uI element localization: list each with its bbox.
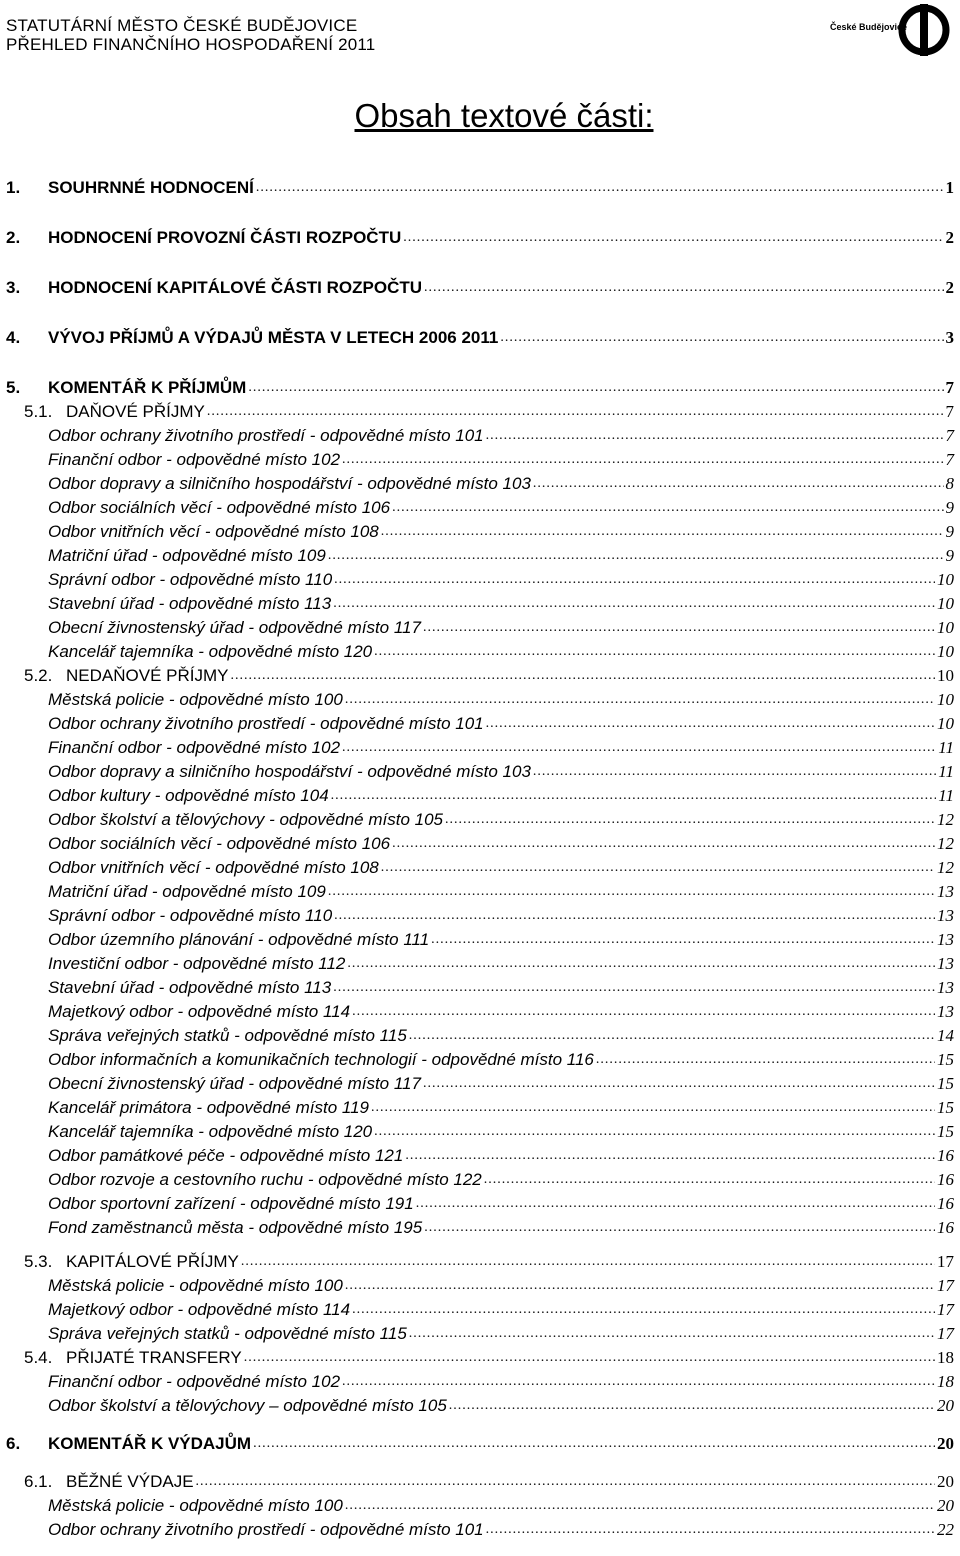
city-emblem-icon: [898, 4, 950, 56]
toc-entry-title: Kancelář primátora - odpovědné místo 119: [48, 1098, 369, 1117]
toc-entry-title: HODNOCENÍ KAPITÁLOVÉ ČÁSTI ROZPOČTU: [48, 278, 423, 297]
toc-entry-title: Odbor sportovní zařízení - odpovědné místo 191: [48, 1194, 414, 1213]
toc-leader-dots: [409, 1326, 935, 1342]
toc-entry-title: Odbor školství a tělovýchovy - odpovědné místo 105: [48, 810, 443, 829]
toc-entry-title: KOMENTÁŘ K PŘÍJMŮM: [48, 378, 247, 397]
toc-entry[interactable]: [0, 566, 960, 590]
toc-entry[interactable]: [0, 1046, 960, 1070]
toc-entry-page: 20: [937, 1396, 954, 1415]
header-report-title: PŘEHLED FINANČNÍHO HOSPODAŘENÍ 2011: [6, 35, 376, 54]
toc-entry[interactable]: [0, 710, 960, 734]
toc-entry-title: Investiční odbor - odpovědné místo 112: [48, 954, 346, 973]
toc-entry[interactable]: [0, 1272, 960, 1296]
toc-entry-title: Finanční odbor - odpovědné místo 102: [48, 1372, 341, 1391]
toc-entry-page: 12: [937, 810, 954, 829]
page-header: [6, 16, 954, 56]
toc-leader-dots: [342, 740, 936, 756]
toc-entry-title: Majetkový odbor - odpovědné místo 114: [48, 1300, 351, 1319]
toc-entry-title: SOUHRNNÉ HODNOCENÍ: [48, 178, 254, 197]
toc-entry-page: 11: [938, 738, 954, 757]
toc-entry-number: 5.1.: [24, 402, 53, 421]
toc-entry-page: 11: [938, 762, 954, 781]
toc-entry-title: Správní odbor - odpovědné místo 110: [48, 570, 333, 589]
toc-entry[interactable]: [0, 518, 960, 542]
toc-leader-dots: [424, 280, 943, 296]
toc-entry-title: Odbor vnitřních věcí - odpovědné místo 108: [48, 522, 379, 541]
toc-entry[interactable]: [0, 1142, 960, 1166]
toc-entry[interactable]: [0, 662, 960, 686]
toc-leader-dots: [533, 764, 936, 780]
toc-leader-dots: [486, 716, 935, 732]
toc-entry[interactable]: [0, 542, 960, 566]
toc-entry-title: Stavební úřad - odpovědné místo 113: [48, 978, 332, 997]
toc-entry-number: 6.1.: [24, 1472, 53, 1491]
toc-leader-dots: [334, 572, 935, 588]
toc-leader-dots: [345, 692, 935, 708]
toc-entry[interactable]: [0, 926, 960, 950]
toc-leader-dots: [596, 1052, 935, 1068]
toc-entry-page: 9: [945, 546, 954, 565]
toc-entry-title: Kancelář tajemníka - odpovědné místo 120: [48, 1122, 373, 1141]
toc-entry[interactable]: [0, 614, 960, 638]
toc-entry-page: 9: [945, 522, 954, 541]
toc-entry-page: 11: [938, 786, 954, 805]
toc-entry-page: 2: [945, 278, 954, 297]
toc-leader-dots: [449, 1398, 935, 1414]
toc-entry[interactable]: [0, 950, 960, 974]
toc-entry-title: Odbor dopravy a silničního hospodářství - odpovědné místo 103: [48, 762, 531, 781]
toc-leader-dots: [342, 452, 943, 468]
toc-leader-dots: [381, 524, 944, 540]
toc-entry-number: 5.4.: [24, 1348, 53, 1367]
toc-entry[interactable]: [0, 1516, 960, 1540]
toc-entry[interactable]: [0, 830, 960, 854]
toc-entry[interactable]: [0, 1248, 960, 1272]
toc-entry[interactable]: [0, 1430, 960, 1454]
toc-entry-title: Odbor kultury - odpovědné místo 104: [48, 786, 329, 805]
toc-leader-dots: [381, 860, 935, 876]
toc-entry[interactable]: [0, 806, 960, 830]
toc-entry-title: Odbor památkové péče - odpovědné místo 121: [48, 1146, 404, 1165]
toc-leader-dots: [331, 788, 937, 804]
toc-entry-page: 17: [937, 1252, 954, 1271]
toc-leader-dots: [207, 404, 944, 420]
toc-entry-page: 17: [937, 1300, 954, 1319]
toc-entry-title: VÝVOJ PŘÍJMŮ A VÝDAJŮ MĚSTA V LETECH 2006 2011: [48, 328, 499, 347]
toc-entry[interactable]: [0, 224, 960, 248]
toc-entry[interactable]: [0, 1468, 960, 1492]
toc-entry-title: NEDAŇOVÉ PŘÍJMY: [66, 666, 229, 685]
toc-entry[interactable]: [0, 734, 960, 758]
toc-entry-number: 6.: [6, 1434, 21, 1453]
toc-entry[interactable]: [0, 686, 960, 710]
toc-entry-page: 7: [945, 450, 954, 469]
toc-entry[interactable]: [0, 758, 960, 782]
toc-entry-number: 2.: [6, 228, 21, 247]
toc-leader-dots: [392, 836, 935, 852]
toc-entry-title: Obecní živnostenský úřad - odpovědné místo 117: [48, 618, 421, 637]
toc-entry-title: Správní odbor - odpovědné místo 110: [48, 906, 333, 925]
toc-entry-title: Odbor rozvoje a cestovního ruchu - odpovědné místo 122: [48, 1170, 482, 1189]
toc-entry-page: 12: [937, 858, 954, 877]
toc-entry[interactable]: [0, 590, 960, 614]
toc-entry-number: 1.: [6, 178, 21, 197]
toc-entry[interactable]: [0, 1166, 960, 1190]
toc-entry[interactable]: [0, 1392, 960, 1416]
toc-entry-number: 5.: [6, 378, 21, 397]
toc-leader-dots: [533, 476, 944, 492]
toc-entry[interactable]: [0, 1368, 960, 1392]
toc-entry-title: Matriční úřad - odpovědné místo 109: [48, 882, 326, 901]
toc-entry-page: 16: [937, 1146, 954, 1165]
toc-entry[interactable]: [0, 902, 960, 926]
toc-leader-dots: [334, 908, 935, 924]
toc-entry-title: Obecní živnostenský úřad - odpovědné místo 117: [48, 1074, 421, 1093]
toc-entry-title: Kancelář tajemníka - odpovědné místo 120: [48, 642, 373, 661]
toc-entry-number: 5.2.: [24, 666, 53, 685]
toc-entry-page: 8: [945, 474, 954, 493]
toc-leader-dots: [328, 548, 944, 564]
toc-leader-dots: [486, 1522, 935, 1538]
toc-entry-title: DAŇOVÉ PŘÍJMY: [66, 402, 205, 421]
toc-leader-dots: [423, 1076, 935, 1092]
toc-leader-dots: [347, 956, 935, 972]
toc-entry-page: 18: [937, 1348, 954, 1367]
toc-leader-dots: [374, 644, 935, 660]
toc-leader-dots: [371, 1100, 935, 1116]
toc-entry-page: 15: [937, 1122, 954, 1141]
toc-entry-page: 13: [937, 906, 954, 925]
toc-entry-title: Fond zaměstnanců města - odpovědné místo 195: [48, 1218, 423, 1237]
toc-entry[interactable]: [0, 854, 960, 878]
toc-entry-page: 10: [937, 690, 954, 709]
toc-leader-dots: [333, 980, 935, 996]
toc-entry-page: 20: [937, 1472, 954, 1491]
toc-leader-dots: [241, 1254, 935, 1270]
toc-entry-page: 15: [937, 1074, 954, 1093]
toc-entry[interactable]: [0, 974, 960, 998]
toc-entry[interactable]: [0, 374, 960, 398]
toc-entry-page: 18: [937, 1372, 954, 1391]
toc-entry-page: 7: [945, 402, 954, 421]
toc-leader-dots: [248, 380, 943, 396]
toc-entry-title: Odbor sociálních věcí - odpovědné místo 106: [48, 498, 391, 517]
toc-entry-page: 17: [937, 1276, 954, 1295]
toc-entry-title: Odbor dopravy a silničního hospodářství - odpovědné místo 103: [48, 474, 531, 493]
toc-entry[interactable]: [0, 470, 960, 494]
toc-entry-number: 3.: [6, 278, 21, 297]
toc-entry[interactable]: [0, 1492, 960, 1516]
toc-leader-dots: [445, 812, 935, 828]
page-title: Obsah textové části:: [354, 97, 654, 134]
toc-entry[interactable]: [0, 1190, 960, 1214]
toc-leader-dots: [230, 668, 935, 684]
toc-entry-page: 10: [937, 642, 954, 661]
toc-entry-page: 3: [945, 328, 954, 347]
toc-entry-title: Odbor informačních a komunikačních technologií - odpovědné místo 116: [48, 1050, 594, 1069]
toc-entry[interactable]: [0, 1022, 960, 1046]
toc-entry-page: 10: [937, 714, 954, 733]
toc-entry[interactable]: [0, 1094, 960, 1118]
toc-leader-dots: [345, 1498, 935, 1514]
toc-entry-page: 12: [937, 834, 954, 853]
toc-entry-page: 13: [937, 1002, 954, 1021]
toc-leader-dots: [345, 1278, 935, 1294]
toc-entry-title: Odbor ochrany životního prostředí - odpovědné místo 101: [48, 426, 484, 445]
toc-entry[interactable]: [0, 1344, 960, 1368]
toc-entry-page: 13: [937, 930, 954, 949]
toc-entry[interactable]: [0, 274, 960, 298]
toc-entry-title: Odbor školství a tělovýchovy – odpovědné místo 105: [48, 1396, 447, 1415]
header-city: STATUTÁRNÍ MĚSTO ČESKÉ BUDĚJOVICE: [6, 16, 358, 35]
toc-entry-title: Odbor ochrany životního prostředí - odpovědné místo 101: [48, 714, 484, 733]
toc-entry-title: Finanční odbor - odpovědné místo 102: [48, 450, 341, 469]
toc-entry-title: Správa veřejných statků - odpovědné místo 115: [48, 1026, 407, 1045]
toc-entry-page: 15: [937, 1050, 954, 1069]
toc-entry-title: Majetkový odbor - odpovědné místo 114: [48, 1002, 351, 1021]
toc-entry-title: Finanční odbor - odpovědné místo 102: [48, 738, 341, 757]
toc-entry[interactable]: [0, 1118, 960, 1142]
toc-leader-dots: [352, 1302, 935, 1318]
toc-entry[interactable]: [0, 998, 960, 1022]
toc-entry-page: 16: [937, 1170, 954, 1189]
toc-entry-page: 10: [937, 594, 954, 613]
toc-entry-page: 13: [937, 978, 954, 997]
toc-entry-title: Správa veřejných statků - odpovědné místo 115: [48, 1324, 407, 1343]
toc-entry-page: 1: [945, 178, 954, 197]
toc-leader-dots: [424, 1220, 935, 1236]
toc-entry-page: 20: [937, 1496, 954, 1515]
toc-entry-page: 10: [937, 570, 954, 589]
toc-entry[interactable]: [0, 494, 960, 518]
toc-entry-title: KOMENTÁŘ K VÝDAJŮM: [48, 1434, 252, 1453]
toc-entry-number: 5.3.: [24, 1252, 53, 1271]
toc-entry[interactable]: [0, 174, 960, 198]
toc-entry-title: Stavební úřad - odpovědné místo 113: [48, 594, 332, 613]
logo-text: České Budějovice: [830, 22, 908, 32]
toc-entry-page: 2: [945, 228, 954, 247]
toc-entry-page: 22: [937, 1520, 954, 1539]
toc-leader-dots: [416, 1196, 935, 1212]
toc-entry[interactable]: [0, 1214, 960, 1238]
toc-entry-page: 14: [937, 1026, 954, 1045]
toc-entry-page: 17: [937, 1324, 954, 1343]
toc-entry-title: Odbor územního plánování - odpovědné místo 111: [48, 930, 430, 949]
toc-leader-dots: [374, 1124, 935, 1140]
toc-entry-page: 10: [937, 618, 954, 637]
toc-entry-page: 13: [937, 882, 954, 901]
toc-leader-dots: [352, 1004, 935, 1020]
toc-entry[interactable]: [0, 1070, 960, 1094]
toc-entry[interactable]: [0, 446, 960, 470]
toc-entry-title: BĚŽNÉ VÝDAJE: [66, 1472, 194, 1491]
toc-entry[interactable]: [0, 638, 960, 662]
toc-entry-page: 7: [945, 378, 954, 397]
toc-leader-dots: [244, 1350, 935, 1366]
toc-entry-page: 15: [937, 1098, 954, 1117]
toc-leader-dots: [409, 1028, 935, 1044]
toc-entry-title: Městská policie - odpovědné místo 100: [48, 1276, 343, 1295]
toc-entry-title: HODNOCENÍ PROVOZNÍ ČÁSTI ROZPOČTU: [48, 228, 402, 247]
toc-entry-page: 13: [937, 954, 954, 973]
toc-entry[interactable]: [0, 1296, 960, 1320]
toc-entry-page: 10: [937, 666, 954, 685]
city-logo: [830, 4, 950, 56]
toc-entry-page: 16: [937, 1194, 954, 1213]
toc-entry-title: KAPITÁLOVÉ PŘÍJMY: [66, 1252, 239, 1271]
toc-entry-title: Odbor ochrany životního prostředí - odpovědné místo 101: [48, 1520, 484, 1539]
toc-entry-title: Odbor sociálních věcí - odpovědné místo 106: [48, 834, 391, 853]
toc-entry[interactable]: [0, 398, 960, 422]
toc-leader-dots: [392, 500, 943, 516]
toc-entry[interactable]: [0, 422, 960, 446]
toc-entry-title: Odbor vnitřních věcí - odpovědné místo 108: [48, 858, 379, 877]
toc-leader-dots: [342, 1374, 935, 1390]
toc-entry[interactable]: [0, 324, 960, 348]
toc-entry-title: Městská policie - odpovědné místo 100: [48, 690, 343, 709]
toc-leader-dots: [328, 884, 935, 900]
toc-entry-title: Městská policie - odpovědné místo 100: [48, 1496, 343, 1515]
toc-entry-page: 9: [945, 498, 954, 517]
toc-entry[interactable]: [0, 878, 960, 902]
toc-leader-dots: [253, 1436, 935, 1452]
toc-entry[interactable]: [0, 782, 960, 806]
toc-leader-dots: [484, 1172, 935, 1188]
toc-leader-dots: [196, 1474, 935, 1490]
toc-leader-dots: [486, 428, 944, 444]
toc-entry-page: 7: [945, 426, 954, 445]
toc-entry[interactable]: [0, 1320, 960, 1344]
toc-leader-dots: [405, 1148, 935, 1164]
toc-leader-dots: [256, 180, 944, 196]
toc-entry-number: 4.: [6, 328, 21, 347]
toc-entry-title: PŘIJATÉ TRANSFERY: [66, 1348, 242, 1367]
toc-entry-page: 16: [937, 1218, 954, 1237]
toc-leader-dots: [431, 932, 935, 948]
toc-leader-dots: [403, 230, 943, 246]
toc-leader-dots: [333, 596, 935, 612]
toc-entry-title: Matriční úřad - odpovědné místo 109: [48, 546, 326, 565]
toc-leader-dots: [423, 620, 935, 636]
toc-leader-dots: [500, 330, 943, 346]
toc-entry-page: 20: [937, 1434, 954, 1453]
